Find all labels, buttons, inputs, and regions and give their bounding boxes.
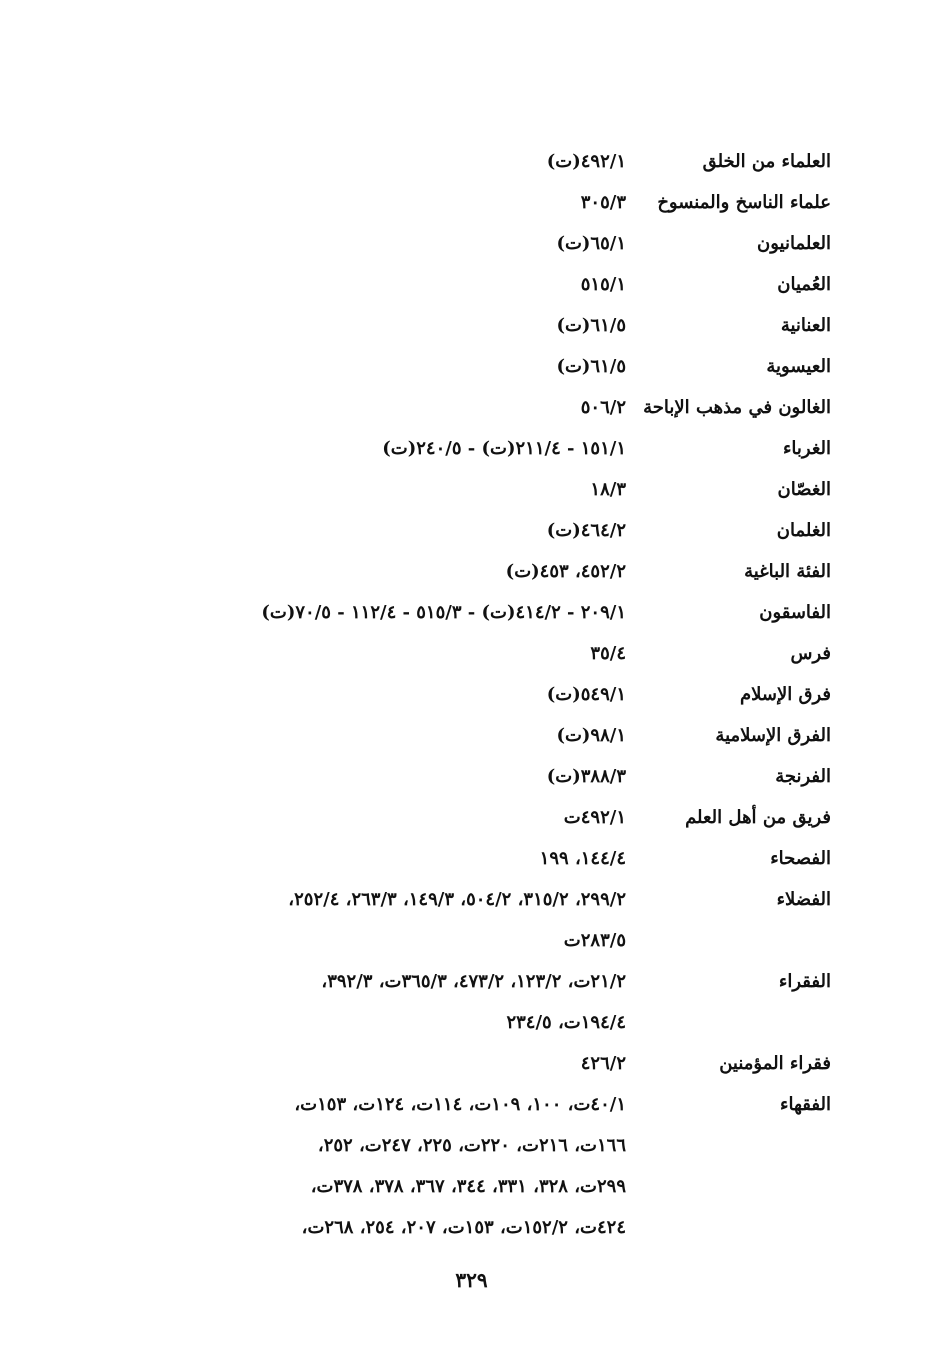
- index-references: [101, 843, 626, 874]
- index-entry: [101, 597, 831, 628]
- index-term: الغرباء: [782, 438, 831, 459]
- index-term: فقراء المؤمنين: [719, 1053, 831, 1074]
- index-entry: [101, 884, 831, 956]
- index-entry: [101, 474, 831, 505]
- index-entry: [101, 720, 831, 751]
- index-entry: [101, 187, 831, 218]
- reference-line: ٤٦٤/٢(ت): [546, 520, 626, 541]
- index-entry: [101, 843, 831, 874]
- reference-line: ٣٥/٤: [590, 643, 626, 664]
- reference-line: ٤٢٤ت، ١٥٢/٢ت، ١٥٣ت، ٢٠٧، ٢٥٤، ٢٦٨ت،: [301, 1217, 626, 1238]
- index-entry: [101, 802, 831, 833]
- index-term: الفضلاء: [776, 889, 831, 910]
- index-term: الفرنجة: [775, 766, 831, 787]
- index-references: [101, 433, 626, 464]
- reference-line: ٤٥٢/٢، ٤٥٣(ت): [505, 561, 626, 582]
- index-references: [101, 1089, 626, 1243]
- index-entry: [101, 515, 831, 546]
- index-term: العلماء من الخلق: [702, 151, 831, 172]
- index-references: [101, 146, 626, 177]
- reference-line: ١٦٦ت، ٢١٦ت، ٢٢٠ت، ٢٢٥، ٢٤٧ت، ٢٥٢،: [317, 1135, 626, 1156]
- index-term: العُميان: [777, 274, 831, 295]
- index-references: [101, 310, 626, 341]
- index-references: [101, 515, 626, 546]
- index-term: فرق الإسلام: [739, 684, 831, 705]
- index-entry: [101, 433, 831, 464]
- index-references: [101, 638, 626, 669]
- reference-line: ٢٠٩/١ - ٤١٤/٢(ت) - ٥١٥/٣ - ١١٢/٤ - ٧٠/٥(ت): [261, 602, 626, 623]
- reference-line: ٢٩٩ت، ٣٢٨، ٣٣١، ٣٤٤، ٣٦٧، ٣٧٨، ٣٧٨ت،: [310, 1176, 626, 1197]
- reference-line: ٤٩٢/١(ت): [546, 151, 626, 172]
- index-entry: [101, 1048, 831, 1079]
- reference-line: ٦١/٥(ت): [556, 315, 626, 336]
- index-entry: [101, 1089, 831, 1243]
- index-term: الغصّان: [777, 479, 831, 500]
- index-term: الفئة الباغية: [744, 561, 831, 582]
- index-entry: [101, 146, 831, 177]
- index-entry: [101, 351, 831, 382]
- reference-line: ٥٤٩/١(ت): [546, 684, 626, 705]
- reference-line: ٥١٥/١: [580, 274, 626, 295]
- index-term: فريق من أهل العلم: [685, 807, 831, 828]
- index-references: [101, 269, 626, 300]
- index-references: [101, 761, 626, 792]
- reference-line: ٩٨/١(ت): [556, 725, 626, 746]
- index-term: الفصحاء: [770, 848, 831, 869]
- index-references: [101, 597, 626, 628]
- reference-line: ٥٠٦/٢: [580, 397, 626, 418]
- index-term: الفاسقون: [759, 602, 831, 623]
- index-term: الفقراء: [778, 971, 831, 992]
- index-references: [101, 966, 626, 1038]
- index-term: الفرق الإسلامية: [715, 725, 831, 746]
- index-entry: [101, 761, 831, 792]
- index-references: [101, 228, 626, 259]
- index-references: [101, 679, 626, 710]
- reference-line: ٣٨٨/٣(ت): [546, 766, 626, 787]
- index-term: العنانية: [780, 315, 831, 336]
- index-references: [101, 392, 626, 423]
- reference-line: ٤٢٦/٢: [580, 1053, 626, 1074]
- index-references: [101, 474, 626, 505]
- reference-line: ١٨/٣: [590, 479, 626, 500]
- index-references: [101, 720, 626, 751]
- index-references: [101, 802, 626, 833]
- index-term: علماء الناسخ والمنسوخ: [657, 192, 831, 213]
- index-references: [101, 884, 626, 956]
- reference-line: ٢١/٢ت، ١٢٣/٢، ٤٧٣/٢، ٣٦٥/٣ت، ٣٩٢/٣،: [321, 971, 626, 992]
- index-entry: [101, 679, 831, 710]
- index-references: [101, 556, 626, 587]
- reference-line: ٦١/٥(ت): [556, 356, 626, 377]
- index-entry: [101, 638, 831, 669]
- index-references: [101, 187, 626, 218]
- index-entry: [101, 310, 831, 341]
- reference-line: ٤٩٢/١ت: [563, 807, 626, 828]
- index-entry: [101, 392, 831, 423]
- index-term: الفقهاء: [780, 1094, 831, 1115]
- index-term: العيسوية: [766, 356, 831, 377]
- page-number: ٣٢٩: [455, 1268, 488, 1292]
- index-references: [101, 1048, 626, 1079]
- index-entry: [101, 556, 831, 587]
- index-references: [101, 351, 626, 382]
- index-entry: [101, 966, 831, 1038]
- reference-line: ٢٩٩/٢، ٣١٥/٢، ٥٠٤/٢، ١٤٩/٣، ٢٦٣/٣، ٢٥٢/٤،: [288, 889, 626, 910]
- reference-line: ٣٠٥/٣: [580, 192, 626, 213]
- index-term: الغالون في مذهب الإباحة: [643, 397, 831, 418]
- reference-line: ١٩٤/٤ت، ٢٣٤/٥: [506, 1012, 626, 1033]
- index-term: فرس: [790, 643, 831, 664]
- reference-line: ٦٥/١(ت): [556, 233, 626, 254]
- index-term: العلمانيون: [757, 233, 831, 254]
- reference-line: ١٤٤/٤، ١٩٩: [539, 848, 626, 869]
- index-list: [101, 146, 831, 1253]
- reference-line: ٢٨٣/٥ت: [563, 930, 626, 951]
- index-entry: [101, 228, 831, 259]
- reference-line: ٤٠/١ت، ١٠٠، ١٠٩ت، ١١٤ت، ١٢٤ت، ١٥٣ت،: [294, 1094, 626, 1115]
- index-term: الغلمان: [776, 520, 831, 541]
- reference-line: ١٥١/١ - ٢١١/٤(ت) - ٢٤٠/٥(ت): [382, 438, 626, 459]
- index-entry: [101, 269, 831, 300]
